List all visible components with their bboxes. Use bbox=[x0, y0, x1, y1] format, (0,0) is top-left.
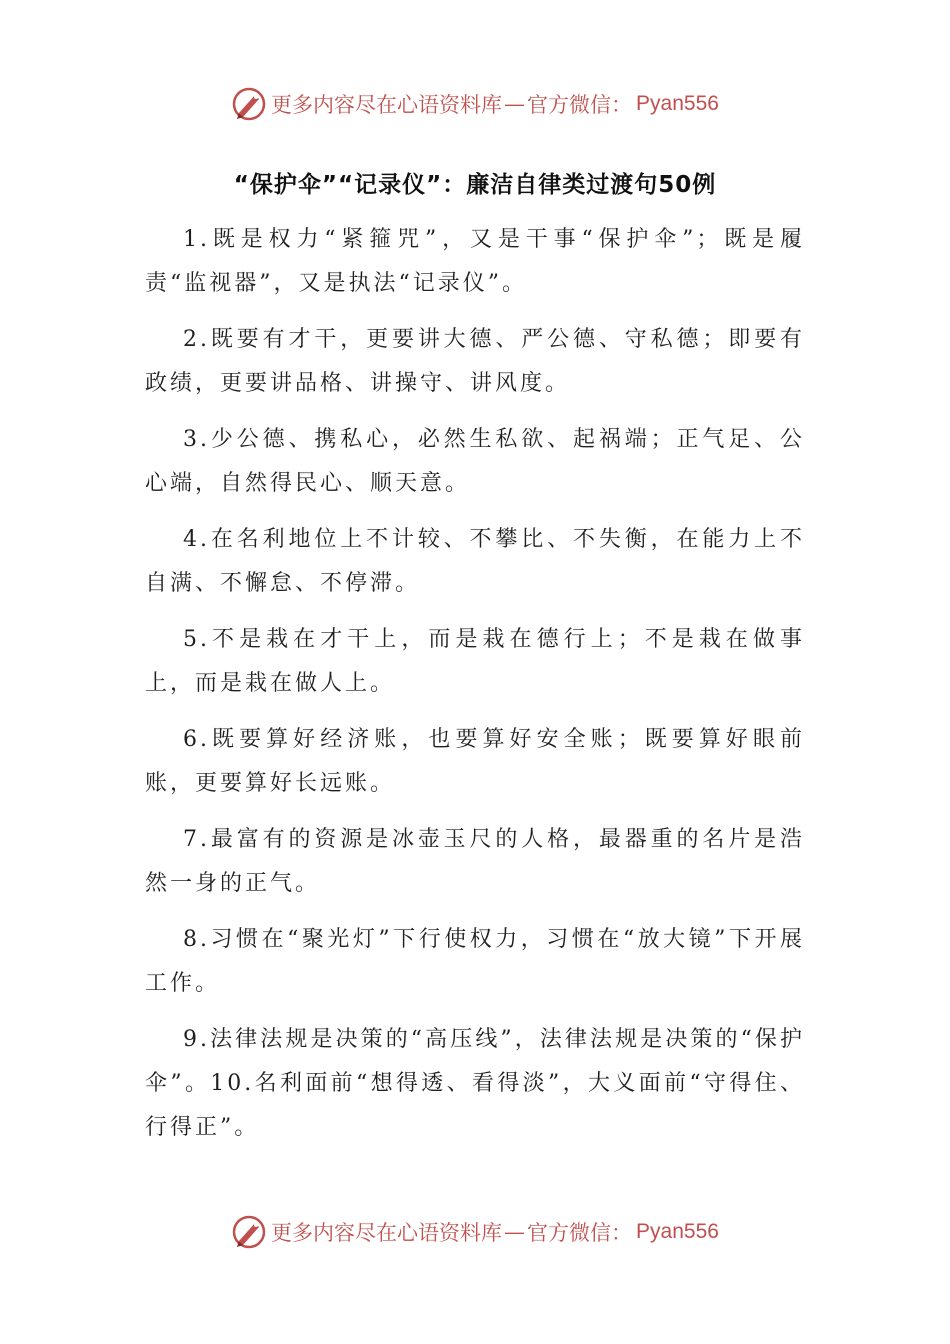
paragraph: 9.法律法规是决策的“高压线”，法律法规是决策的“保护伞”。10.名利面前“想得透、看得淡”，大义面前“守得住、行得正”。 bbox=[145, 1027, 805, 1140]
paragraph: 1.既是权力“紧箍咒”，又是干事“保护伞”；既是履责“监视器”，又是执法“记录仪”。 bbox=[145, 227, 805, 296]
header-wechat-id: Pyan556 bbox=[636, 92, 719, 115]
paragraph: 2.既要有才干，更要讲大德、严公德、守私德；即要有政绩，更要讲品格、讲操守、讲风度。 bbox=[145, 327, 805, 396]
pen-nib-logo-icon bbox=[231, 1214, 267, 1250]
paragraph: 3.少公德、携私心，必然生私欲、起祸端；正气足、公心端，自然得民心、顺天意。 bbox=[145, 427, 805, 496]
header-official-label: 官方微信： bbox=[527, 93, 633, 117]
footer-wechat-id: Pyan556 bbox=[636, 1220, 719, 1243]
header-dash: — bbox=[504, 92, 526, 116]
paragraph: 5.不是栽在才干上，而是栽在德行上；不是栽在做事上，而是栽在做人上。 bbox=[145, 627, 805, 696]
paragraph: 8.习惯在“聚光灯”下行使权力，习惯在“放大镜”下开展工作。 bbox=[145, 927, 805, 996]
pen-nib-logo-icon bbox=[231, 86, 267, 122]
paragraph: 4.在名利地位上不计较、不攀比、不失衡，在能力上不自满、不懈怠、不停滞。 bbox=[145, 527, 805, 596]
document-title: “保护伞”“记录仪”：廉洁自律类过渡句50例 bbox=[233, 172, 717, 198]
footer-dash: — bbox=[504, 1220, 526, 1244]
paragraph: 7.最富有的资源是冰壶玉尺的人格，最器重的名片是浩然一身的正气。 bbox=[145, 827, 805, 896]
document-body bbox=[145, 218, 805, 1162]
paragraph: 6.既要算好经济账，也要算好安全账；既要算好眼前账，更要算好长远账。 bbox=[145, 727, 805, 796]
header-banner bbox=[0, 84, 950, 124]
footer-slogan: 更多内容尽在心语资料库 bbox=[271, 1221, 503, 1245]
footer-official-label: 官方微信： bbox=[527, 1221, 633, 1245]
header-slogan: 更多内容尽在心语资料库 bbox=[271, 93, 503, 117]
footer-banner bbox=[0, 1212, 950, 1252]
